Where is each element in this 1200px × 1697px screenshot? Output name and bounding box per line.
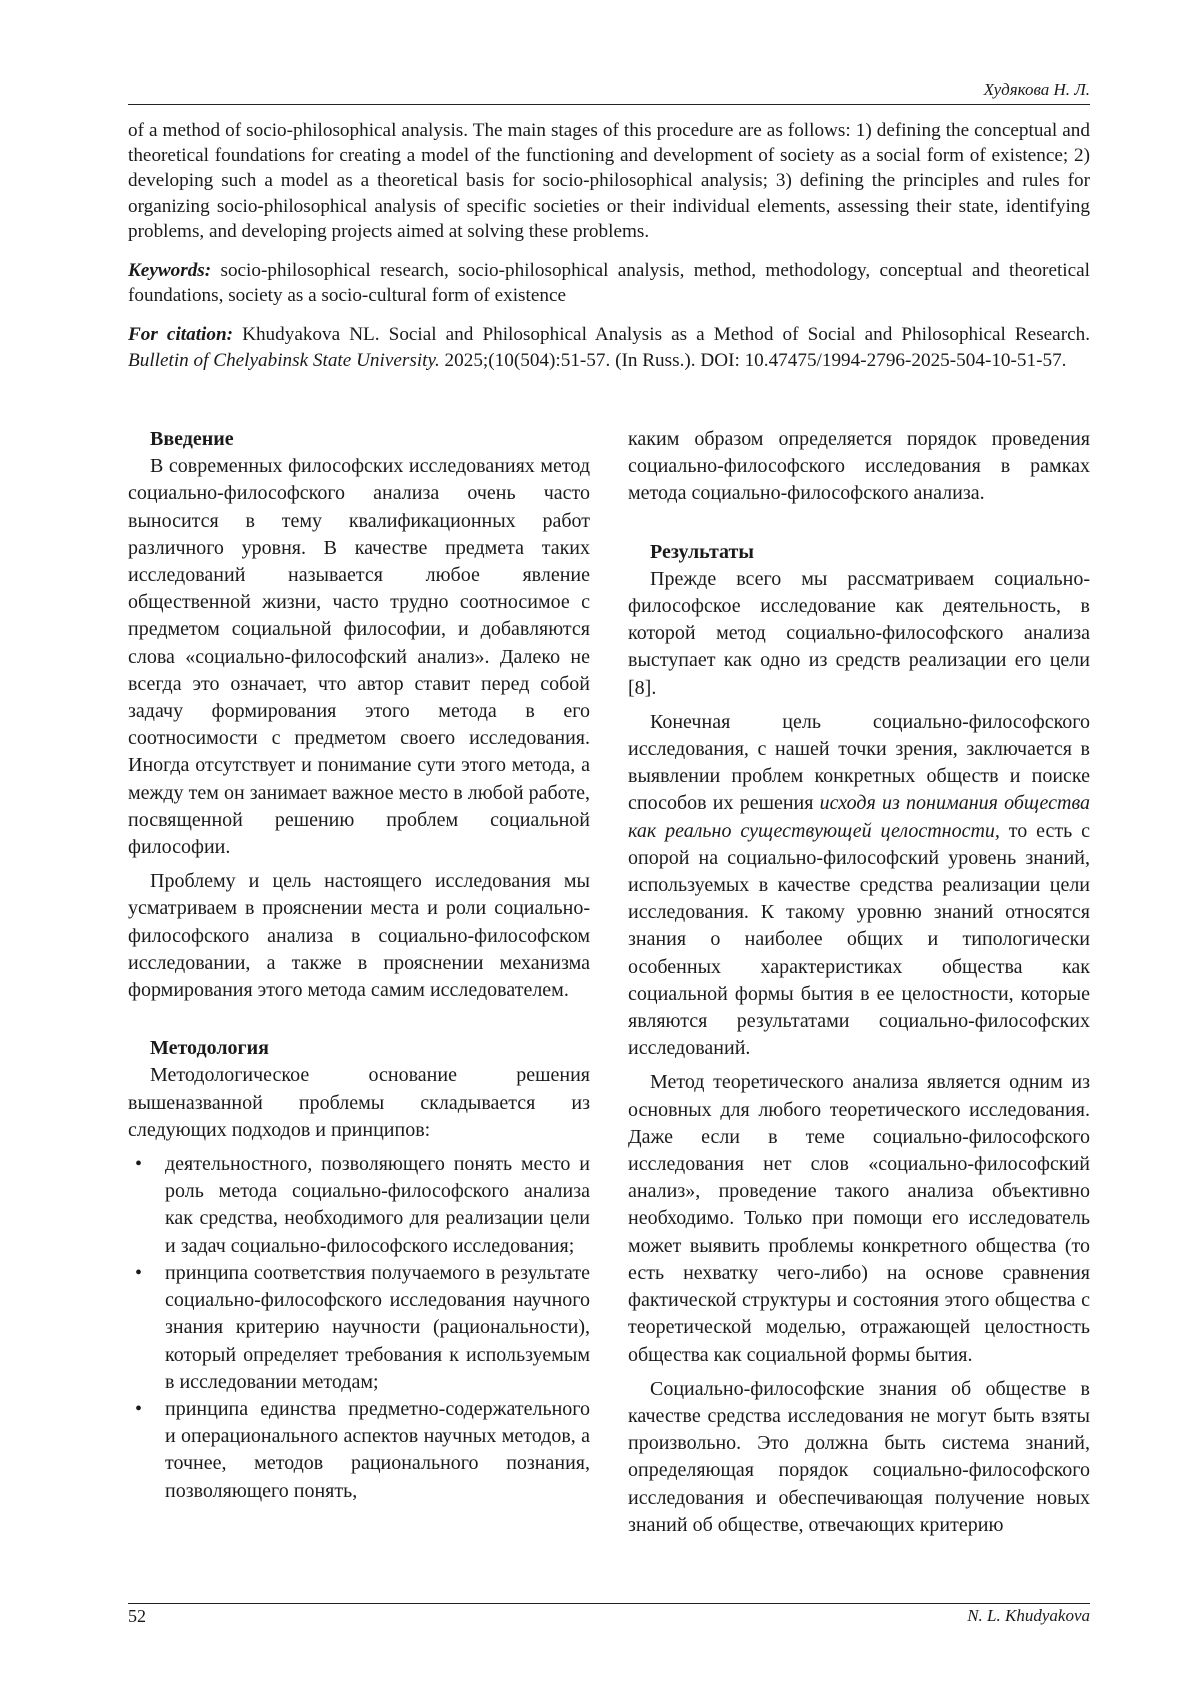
- left-column: [128, 426, 590, 1505]
- results-paragraph-2: [628, 709, 1090, 1063]
- methodology-paragraph-1: Методологическое основание решения вышеназванной проблемы складывается из следующих подходов и принципов:: [128, 1064, 590, 1141]
- results-paragraph-3: Метод теоретического анализа является одним из основных для любого теоретического исследования. Даже если в теме социально-философского исследования нет слов «социально-философский анализ», проведение такого анализа объективно необходимо. Только при помощи его исследователь может выявить проблемы конкретного общества (то есть нехватку чего-либо) на основе сравнения фактической структуры и состояния этого общества с теоретической моделью, отражающей целостность общества как социальной формы бытия.: [628, 1071, 1090, 1366]
- bullet-icon: •: [135, 1153, 143, 1176]
- page-number: 52: [128, 1606, 146, 1626]
- abstract-continuation: of a method of socio-philosophical analysis. The main stages of this procedure are as follows: 1) defining the conceptual and theoretical foundations for creating a model of the functioning and development of society as a social form of existence; 2) developing such a model as a theoretical basis for socio-philosophical analysis; 3) defining the principles and rules for organizing socio-philosophical analysis of specific societies or their individual elements, assessing their state, identifying problems, and developing projects aimed at solving these problems.: [128, 120, 1090, 242]
- results-paragraph-4: Социально-философские знания об обществе в качестве средства исследования не могут быть взяты произвольно. Это должна быть система знаний, определяющая порядок социально-философского исследования и обеспечивающая получение новых знаний об обществе, отвечающих критерию: [628, 1377, 1090, 1536]
- citation: [128, 322, 1090, 372]
- results-paragraph-2-end: то есть с опорой на социально-философский уровень знаний, используемых в качестве средства реализации цели исследования. К такому уровню знаний относятся знания о наиболее общих и типологически особенных характеристиках общества как социальной формы бытия в ее целостности, которые являются результатами социально-философских исследований.: [628, 819, 1091, 1060]
- results-paragraph-2-emphasis: исходя из понимания общества как реально существующей целостности,: [628, 792, 1091, 842]
- list-item-text: принципа единства предметно-содержательного и операционального аспектов научных методов, а точнее, методов рационального познания, позволяющего понять,: [165, 1397, 590, 1502]
- footer-rule: [128, 1603, 1090, 1604]
- results-paragraph-2-start: Конечная цель социально-философского исследования, с нашей точки зрения, заключается в выявлении проблем конкретных обществ и поиске способов их решения: [628, 710, 1090, 815]
- bullet-icon: •: [135, 1397, 143, 1420]
- intro-paragraph-1: В современных философских исследованиях метод социально-философского анализа очень часто выносится в тему квалификационных работ различного уровня. В качестве предмета таких исследований называется любое явление общественной жизни, часто трудно соотносимое с предметом социальной философии, и добавляются слова «социально-философский анализ». Далеко не всегда это означает, что автор ставит перед собой задачу формирования этого метода в его соотносимости с предметом своего исследования. Иногда отсутствует и понимание сути этого метода, а между тем он занимает важное место в любой работе, посвященной решению проблем социальной философии.: [128, 455, 590, 859]
- list-item-text: деятельностного, позволяющего понять место и роль метода социально-философского анализа как средства, необходимого для реализации цели и задач социально-философского исследования;: [165, 1153, 590, 1257]
- citation-details: 2025;(10(504):51-57. (In Russ.). DOI: 10.47475/1994-2796-2025-504-10-51-57.: [444, 349, 1067, 371]
- keywords-text: socio-philosophical research, socio-philosophical analysis, method, methodology, conceptual and theoretical foundations, society as a socio-cultural form of existence: [128, 260, 1090, 307]
- header-rule: [128, 104, 1090, 105]
- list-item: [128, 1260, 590, 1396]
- list-continuation: каким образом определяется порядок проведения социально-философского исследования в рамках метода социально-философского анализа.: [628, 428, 1090, 505]
- section-spacer: [628, 515, 1090, 539]
- section-heading-intro: Введение: [150, 428, 234, 450]
- citation-author-title: Khudyakova NL. Social and Philosophical Analysis as a Method of Social and Philosophical Research.: [242, 324, 1090, 346]
- results-paragraph-1: Прежде всего мы рассматриваем социально-философское исследование как деятельность, в которой метод социально-философского анализа выступает как одно из средств реализации его цели [8].: [628, 567, 1090, 699]
- english-abstract: [128, 118, 1090, 387]
- citation-journal: Bulletin of Chelyabinsk State University.: [128, 349, 440, 371]
- principles-list: [128, 1151, 590, 1505]
- section-heading-results: Результаты: [650, 540, 754, 563]
- keywords-label: Keywords:: [128, 260, 212, 282]
- list-item: [128, 1396, 590, 1505]
- bullet-icon: •: [135, 1261, 143, 1284]
- keywords: [128, 258, 1090, 308]
- section-spacer: [128, 1011, 590, 1035]
- footer-author: N. L. Khudyakova: [967, 1606, 1090, 1625]
- section-heading-methodology: Методология: [150, 1037, 269, 1060]
- intro-paragraph-2: Проблему и цель настоящего исследования мы усматриваем в прояснении места и роли социально-философского анализа в социально-философском исследовании, а также в прояснении механизма формирования этого метода самим исследователем.: [128, 870, 590, 1002]
- right-column: [628, 426, 1090, 1546]
- citation-label: For citation:: [128, 324, 234, 346]
- list-item-text: принципа соответствия получаемого в результате социально-философского исследования научного знания критерию научности (рациональности), который определяет требования к используемым в исследовании методам;: [165, 1261, 590, 1393]
- running-head: Худякова Н. Л.: [983, 80, 1090, 99]
- list-item: [128, 1151, 590, 1260]
